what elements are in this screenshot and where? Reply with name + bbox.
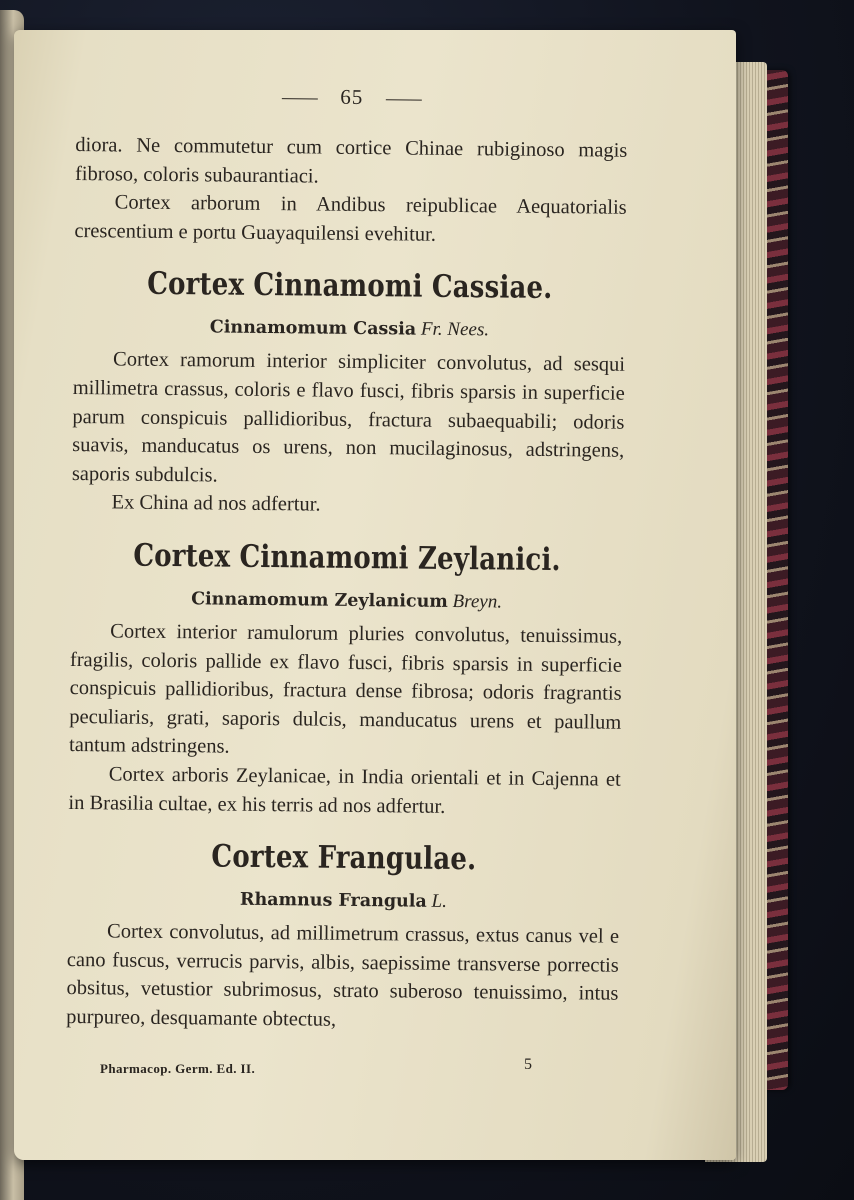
folio-dash-right: [386, 99, 422, 100]
paragraph: Cortex arboris Zeylanicae, in India orientali et in Cajenna et in Brasilia cultae, ex his terris ad nos adfertur.: [68, 763, 621, 818]
section-title: Cortex Frangulae.: [211, 838, 477, 878]
species-line: [70, 587, 622, 615]
species-name: Cinnamomum Cassia: [209, 317, 417, 340]
species-name: Rhamnus Frangula: [239, 889, 427, 912]
printer-signature: Pharmacop. Germ. Ed. II.: [100, 1061, 256, 1076]
section-title: Cortex Cinnamomi Zeylanici.: [133, 537, 561, 579]
paragraph: Cortex interior ramulorum pluries convolutus, tenuissimus, fragilis, coloris pallide ex flavo fusci, fibris sparsis in superficie conspicuis pallidioribus, fractura dense fibrosa; odoris fragrantis peculiaris, grati, saporis dulcis, manducatus urens et paullum tantum adstringens.: [68, 620, 623, 758]
paragraph: Cortex ramorum interior simpliciter convolutus, ad sesqui millimetra crassus, coloris e flavo fusci, fibris sparsis in superficie parum conspicuis pallidioribus, fractura subaequabili; odoris suavis, manducatus os urens, non mucilaginosus, adstringens, saporis subdulcis.: [71, 348, 626, 487]
species-name: Cinnamomum Zeylanicum: [191, 589, 448, 612]
page-number-line: [76, 82, 628, 113]
species-line: [73, 315, 625, 343]
paragraph: Ex China ad nos adfertur.: [111, 491, 321, 516]
species-authority: Fr. Nees.: [420, 319, 490, 341]
continued-paragraph: diora. Ne commutetur cum cortice Chinae rubiginoso magis fibroso, coloris subaurantiaci.: [74, 133, 628, 188]
signature-number: 5: [524, 1056, 532, 1073]
paragraph: Cortex arborum in Andibus reipublicae Aequatorialis crescentium e portu Guayaquilensi evehitur.: [74, 191, 627, 246]
species-line: [67, 887, 619, 915]
species-authority: Breyn.: [452, 590, 503, 613]
paragraph: Cortex convolutus, ad millimetrum crassus, extus canus vel e cano fuscus, verrucis parvis, albis, saepissime transverse porrectis obsitus, vetustior subrimosus, strato suberoso tenuissimo, intus purpureo, desquamante obtectus,: [66, 920, 620, 1031]
folio-dash-left: [282, 98, 318, 99]
species-authority: L.: [431, 890, 448, 913]
page-footer: [100, 1056, 540, 1078]
page-content: [66, 82, 628, 1037]
page-number: 65: [340, 84, 364, 110]
section-title: Cortex Cinnamomi Cassiae.: [147, 266, 553, 307]
